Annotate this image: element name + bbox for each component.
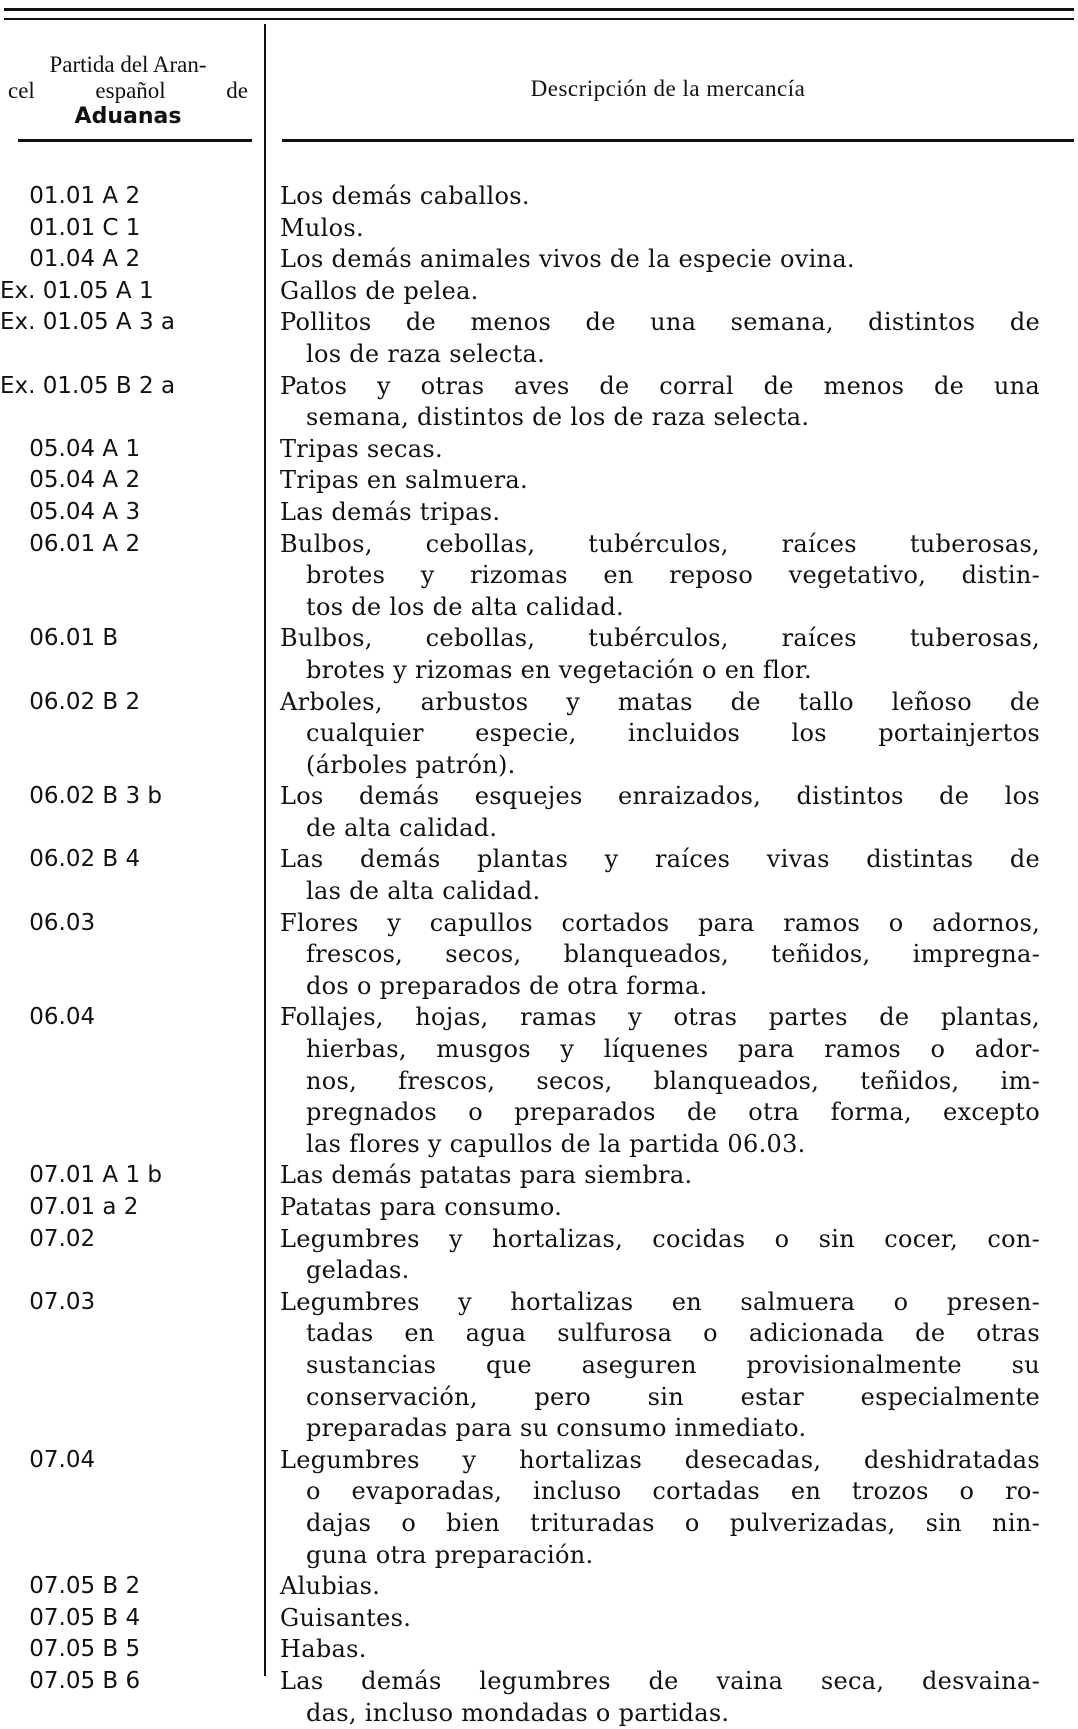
description-line: Bulbos, cebollas, tubérculos, raíces tuberosas,	[280, 623, 1040, 655]
tariff-code: 07.05 B 5	[0, 1634, 252, 1666]
table-row	[0, 908, 1078, 1003]
merchandise-description	[280, 1224, 1040, 1287]
table-row	[0, 781, 1078, 844]
description-line: das, incluso mondadas o partidas.	[280, 1698, 1040, 1729]
description-line: Bulbos, cebollas, tubérculos, raíces tuberosas,	[280, 529, 1040, 561]
description-line: las flores y capullos de la partida 06.03.	[280, 1129, 1040, 1161]
tariff-code: Ex. 01.05 A 3 a	[0, 307, 252, 370]
description-line: frescos, secos, blanqueados, teñidos, impregna-	[280, 939, 1040, 971]
header-left-line2	[2, 78, 254, 104]
merchandise-description	[280, 529, 1040, 624]
description-line: Patatas para consumo.	[280, 1192, 1040, 1224]
tariff-code: 07.04	[0, 1445, 252, 1571]
tariff-code: 07.01 A 1 b	[0, 1160, 252, 1192]
table-row	[0, 1160, 1078, 1192]
description-line: Los demás esquejes enraizados, distintos de los	[280, 781, 1040, 813]
description-line: Guisantes.	[280, 1603, 1040, 1635]
table-row	[0, 244, 1078, 276]
description-line: Alubias.	[280, 1571, 1040, 1603]
merchandise-description	[280, 244, 1040, 276]
merchandise-description	[280, 687, 1040, 782]
merchandise-description	[280, 181, 1040, 213]
description-line: brotes y rizomas en reposo vegetativo, distin-	[280, 560, 1040, 592]
table-row	[0, 1445, 1078, 1571]
merchandise-description	[280, 465, 1040, 497]
description-line: pregnados o preparados de otra forma, excepto	[280, 1097, 1040, 1129]
tariff-code: 01.04 A 2	[0, 244, 252, 276]
description-line: de alta calidad.	[280, 813, 1040, 845]
merchandise-description	[280, 497, 1040, 529]
description-line: hierbas, musgos y líquenes para ramos o ador-	[280, 1034, 1040, 1066]
merchandise-description	[280, 1002, 1040, 1160]
description-line: geladas.	[280, 1255, 1040, 1287]
table-row	[0, 1571, 1078, 1603]
table-row	[0, 1002, 1078, 1160]
description-line: brotes y rizomas en vegetación o en flor.	[280, 655, 1040, 687]
description-line: (árboles patrón).	[280, 750, 1040, 782]
table-row	[0, 1287, 1078, 1445]
tariff-code: 07.01 a 2	[0, 1192, 252, 1224]
merchandise-description	[280, 1634, 1040, 1666]
description-line: cualquier especie, incluidos los portainjertos	[280, 718, 1040, 750]
tariff-code: 01.01 C 1	[0, 213, 252, 245]
tariff-code: 07.05 B 4	[0, 1603, 252, 1635]
description-line: semana, distintos de los de raza selecta.	[280, 402, 1040, 434]
merchandise-description	[280, 1287, 1040, 1445]
merchandise-description	[280, 1160, 1040, 1192]
table-row	[0, 276, 1078, 308]
column-header-descripcion: Descripción de la mercancía	[282, 76, 1054, 102]
description-line: tadas en agua sulfurosa o adicionada de otras	[280, 1318, 1040, 1350]
merchandise-description	[280, 908, 1040, 1003]
header-right-rule	[282, 139, 1074, 142]
description-line: Las demás tripas.	[280, 497, 1040, 529]
tariff-table-body	[0, 181, 1078, 1729]
header-left-word-espanol: español	[95, 78, 165, 104]
tariff-code: Ex. 01.05 B 2 a	[0, 371, 252, 434]
table-row	[0, 844, 1078, 907]
description-line: Las demás plantas y raíces vivas distintas de	[280, 844, 1040, 876]
tariff-code: 05.04 A 2	[0, 465, 252, 497]
table-row	[0, 307, 1078, 370]
merchandise-description	[280, 781, 1040, 844]
tariff-code: 05.04 A 1	[0, 434, 252, 466]
description-line: las de alta calidad.	[280, 876, 1040, 908]
tariff-code: 06.04	[0, 1002, 252, 1160]
merchandise-description	[280, 623, 1040, 686]
description-line: guna otra preparación.	[280, 1540, 1040, 1572]
tariff-code: 06.03	[0, 908, 252, 1003]
description-line: los de raza selecta.	[280, 339, 1040, 371]
description-line: Las demás legumbres de vaina seca, desvaina-	[280, 1666, 1040, 1698]
description-line: dajas o bien trituradas o pulverizadas, sin nin-	[280, 1508, 1040, 1540]
header-left-word-de: de	[226, 78, 248, 104]
tariff-code: 07.05 B 2	[0, 1571, 252, 1603]
merchandise-description	[280, 1445, 1040, 1571]
merchandise-description	[280, 276, 1040, 308]
tariff-code: 06.01 A 2	[0, 529, 252, 624]
tariff-code: 07.05 B 6	[0, 1666, 252, 1729]
table-row	[0, 1634, 1078, 1666]
merchandise-description	[280, 1571, 1040, 1603]
description-line: Legumbres y hortalizas desecadas, deshidratadas	[280, 1445, 1040, 1477]
description-line: Las demás patatas para siembra.	[280, 1160, 1040, 1192]
tariff-code: 01.01 A 2	[0, 181, 252, 213]
table-row	[0, 497, 1078, 529]
description-line: Gallos de pelea.	[280, 276, 1040, 308]
description-line: tos de los de alta calidad.	[280, 592, 1040, 624]
table-row	[0, 434, 1078, 466]
table-row	[0, 1666, 1078, 1729]
merchandise-description	[280, 1192, 1040, 1224]
description-line: Tripas secas.	[280, 434, 1040, 466]
description-line: Habas.	[280, 1634, 1040, 1666]
merchandise-description	[280, 371, 1040, 434]
tariff-code: Ex. 01.05 A 1	[0, 276, 252, 308]
tariff-code: 07.03	[0, 1287, 252, 1445]
description-line: Patos y otras aves de corral de menos de una	[280, 371, 1040, 403]
tariff-code: 06.02 B 2	[0, 687, 252, 782]
tariff-code: 05.04 A 3	[0, 497, 252, 529]
tariff-code: 06.01 B	[0, 623, 252, 686]
merchandise-description	[280, 1666, 1040, 1729]
tariff-code: 06.02 B 4	[0, 844, 252, 907]
description-line: sustancias que aseguren provisionalmente su	[280, 1350, 1040, 1382]
description-line: o evaporadas, incluso cortadas en trozos o ro-	[280, 1476, 1040, 1508]
tariff-code: 07.02	[0, 1224, 252, 1287]
description-line: Flores y capullos cortados para ramos o adornos,	[280, 908, 1040, 940]
description-line: Legumbres y hortalizas, cocidas o sin cocer, con-	[280, 1224, 1040, 1256]
description-line: dos o preparados de otra forma.	[280, 971, 1040, 1003]
tariff-code: 06.02 B 3 b	[0, 781, 252, 844]
merchandise-description	[280, 307, 1040, 370]
merchandise-description	[280, 213, 1040, 245]
table-row	[0, 1224, 1078, 1287]
description-line: Tripas en salmuera.	[280, 465, 1040, 497]
table-row	[0, 213, 1078, 245]
description-line: Pollitos de menos de una semana, distintos de	[280, 307, 1040, 339]
header-left-word-cel: cel	[8, 78, 35, 104]
header-left-line1: Partida del Aran-	[2, 52, 254, 78]
table-row	[0, 371, 1078, 434]
description-line: Follajes, hojas, ramas y otras partes de plantas,	[280, 1002, 1040, 1034]
description-line: Mulos.	[280, 213, 1040, 245]
merchandise-description	[280, 434, 1040, 466]
table-row	[0, 181, 1078, 213]
table-row	[0, 1192, 1078, 1224]
description-line: conservación, pero sin estar especialmente	[280, 1382, 1040, 1414]
header-left-rule	[18, 139, 252, 142]
header-left-line3: Aduanas	[2, 104, 254, 130]
description-line: nos, frescos, secos, blanqueados, teñidos, im-	[280, 1066, 1040, 1098]
table-row	[0, 1603, 1078, 1635]
description-line: Los demás caballos.	[280, 181, 1040, 213]
description-line: Legumbres y hortalizas en salmuera o presen-	[280, 1287, 1040, 1319]
description-line: Arboles, arbustos y matas de tallo leñoso de	[280, 687, 1040, 719]
table-row	[0, 687, 1078, 782]
top-rule-thin	[4, 18, 1074, 20]
table-row	[0, 623, 1078, 686]
merchandise-description	[280, 844, 1040, 907]
description-line: preparadas para su consumo inmediato.	[280, 1413, 1040, 1445]
top-rule-thick	[4, 8, 1074, 11]
column-header-partida	[2, 52, 254, 130]
table-row	[0, 465, 1078, 497]
description-line: Los demás animales vivos de la especie ovina.	[280, 244, 1040, 276]
merchandise-description	[280, 1603, 1040, 1635]
table-row	[0, 529, 1078, 624]
